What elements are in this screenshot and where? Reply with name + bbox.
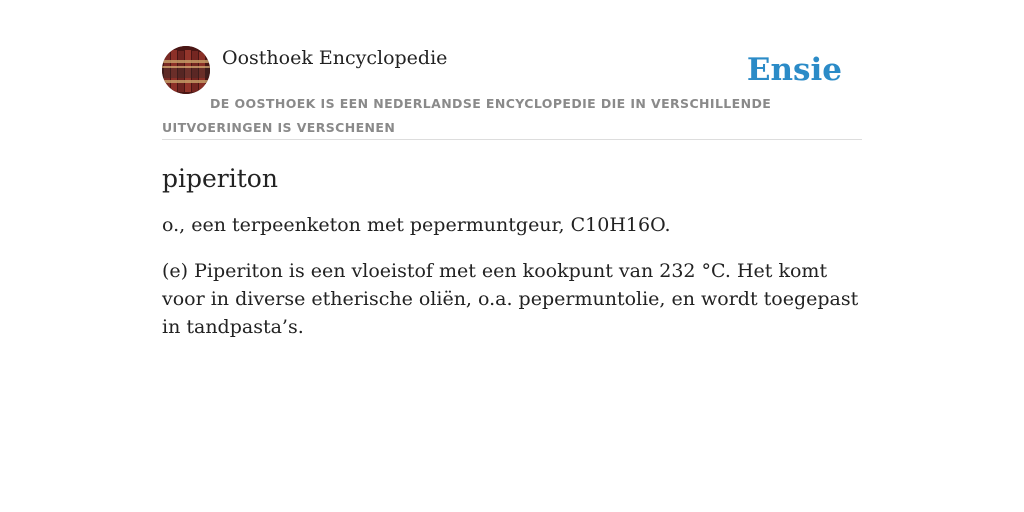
- encyclopedia-books-avatar[interactable]: [162, 46, 210, 94]
- ensie-logo[interactable]: Ensie: [746, 52, 842, 88]
- source-title[interactable]: Oosthoek Encyclopedie: [222, 47, 448, 69]
- definition-paragraph: o., een terpeenketon met pepermuntgeur, C10H16O.: [162, 214, 671, 236]
- books-image-icon: [162, 46, 210, 94]
- header-divider: [162, 139, 862, 140]
- source-description: DE OOSTHOEK IS EEN NEDERLANDSE ENCYCLOPEDIE DIE IN VERSCHILLENDE UITVOERINGEN IS VERSCHENEN: [162, 96, 772, 135]
- article: [162, 162, 862, 359]
- entry-title: piperiton: [162, 164, 278, 193]
- description-paragraph: (e) Piperiton is een vloeistof met een kookpunt van 232 °C. Het komt voor in diverse etherische oliën, o.a. pepermuntolie, en wordt toegepast in tandpasta’s.: [162, 260, 859, 338]
